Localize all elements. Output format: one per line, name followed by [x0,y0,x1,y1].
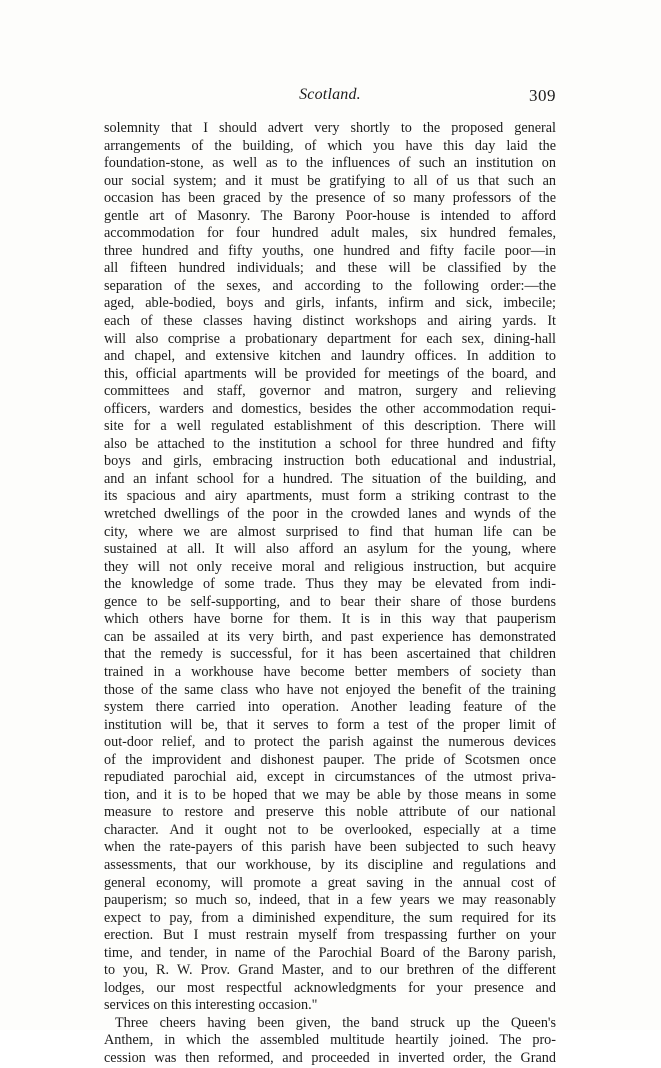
page-number: 309 [529,86,556,105]
text-line: three hundred and fifty youths, one hundred and fifty facile poor—in [104,242,556,259]
text-line: services on this interesting occasion." [104,997,318,1014]
text-line: all fifteen hundred individuals; and these will be classified by the [104,260,556,277]
text-line: to you, R. W. Prov. Grand Master, and to our brethren of the different [104,962,556,979]
text-line: officers, warders and domestics, besides the other accommodation requi- [104,400,556,417]
body-text [104,120,556,1068]
text-line: committees and staff, governor and matron, surgery and relieving [104,383,556,400]
text-line: they will not only receive moral and religious instruction, but acquire [104,558,556,575]
text-line: can be assailed at its very birth, and past experience has demonstrated [104,628,556,645]
text-line: expect to pay, from a diminished expenditure, the sum required for its [104,909,556,926]
text-line: its spacious and airy apartments, must form a striking contrast to the [104,488,556,505]
text-line: tion, and it is to be hoped that we may be able by those means in some [104,786,556,803]
text-line: will also comprise a probationary department for each sex, dining-hall [104,330,556,347]
text-line: separation of the sexes, and according to the following order:—the [104,277,556,294]
text-line: gence to be self-supporting, and to bear their share of those burdens [104,593,556,610]
text-line: trained in a workhouse have become better members of society than [104,663,556,680]
text-line: repudiated parochial aid, except in circumstances of the utmost priva- [104,769,556,786]
text-line: system there carried into operation. Another leading feature of the [104,699,556,716]
text-line: our social system; and it must be gratifying to all of us that such an [104,172,556,189]
text-line: time, and tender, in name of the Parochial Board of the Barony parish, [104,944,556,961]
text-line: accommodation for four hundred adult males, six hundred females, [104,225,556,242]
text-line: this, official apartments will be provided for meetings of the board, and [104,365,556,382]
text-line: and chapel, and extensive kitchen and laundry offices. In addition to [104,348,556,365]
text-line: aged, able-bodied, boys and girls, infants, infirm and sick, imbecile; [104,295,556,312]
text-line: also be attached to the institution a school for three hundred and fifty [104,435,556,452]
text-line: each of these classes having distinct workshops and airing yards. It [104,313,556,330]
text-line: when the rate-payers of this parish have been subjected to such heavy [104,839,556,856]
text-line: site for a well regulated establishment of this description. There will [104,418,556,435]
text-line: lodges, our most respectful acknowledgments for your presence and [104,979,556,996]
text-line: arrangements of the building, of which you have this day laid the [104,137,556,154]
text-line: general economy, will promote a great saving in the annual cost of [104,874,556,891]
text-line: city, where we are almost surprised to find that human life can be [104,523,556,540]
text-line: out-door relief, and to protect the parish against the numerous devices [104,734,556,751]
text-line: pauperism; so much so, indeed, that in a few years we may reasonably [104,892,556,909]
text-line: and an infant school for a hundred. The situation of the building, and [104,470,556,487]
text-line: wretched dwellings of the poor in the crowded lanes and wynds of the [104,506,556,523]
text-line: Three cheers having been given, the band struck up the Queen's [115,1014,556,1031]
text-line: measure to restore and preserve this noble attribute of our national [104,804,556,821]
text-line: foundation-stone, as well as to the influences of such an institution on [104,155,556,172]
text-line: Anthem, in which the assembled multitude heartily joined. The pro- [104,1032,556,1049]
text-line: boys and girls, embracing instruction both educational and industrial, [104,453,556,470]
text-line: the knowledge of some trade. Thus they may be elevated from indi- [104,576,556,593]
text-line: assessments, that our workhouse, by its discipline and regulations and [104,856,556,873]
text-line: erection. But I must restrain myself from trespassing further on your [104,927,556,944]
text-line: occasion has been graced by the presence of so many professors of the [104,190,556,207]
running-title: Scotland. [299,86,361,103]
text-line: which others have borne for them. It is in this way that pauperism [104,611,556,628]
text-line: character. And it ought not to be overlooked, especially at a time [104,821,556,838]
text-line: those of the same class who have not enjoyed the benefit of the training [104,681,556,698]
text-line: gentle art of Masonry. The Barony Poor-house is intended to afford [104,207,556,224]
text-line: that the remedy is successful, for it has been ascertained that children [104,646,556,663]
text-line: cession was then reformed, and proceeded in inverted order, the Grand [104,1049,556,1066]
text-line: of the improvident and dishonest pauper. The pride of Scotsmen once [104,751,556,768]
text-line: sustained at all. It will also afford an asylum for the young, where [104,541,556,558]
text-line: solemnity that I should advert very shortly to the proposed general [104,120,556,136]
text-line: institution will be, that it serves to form a test of the proper limit of [104,716,556,733]
page-header [104,86,556,108]
